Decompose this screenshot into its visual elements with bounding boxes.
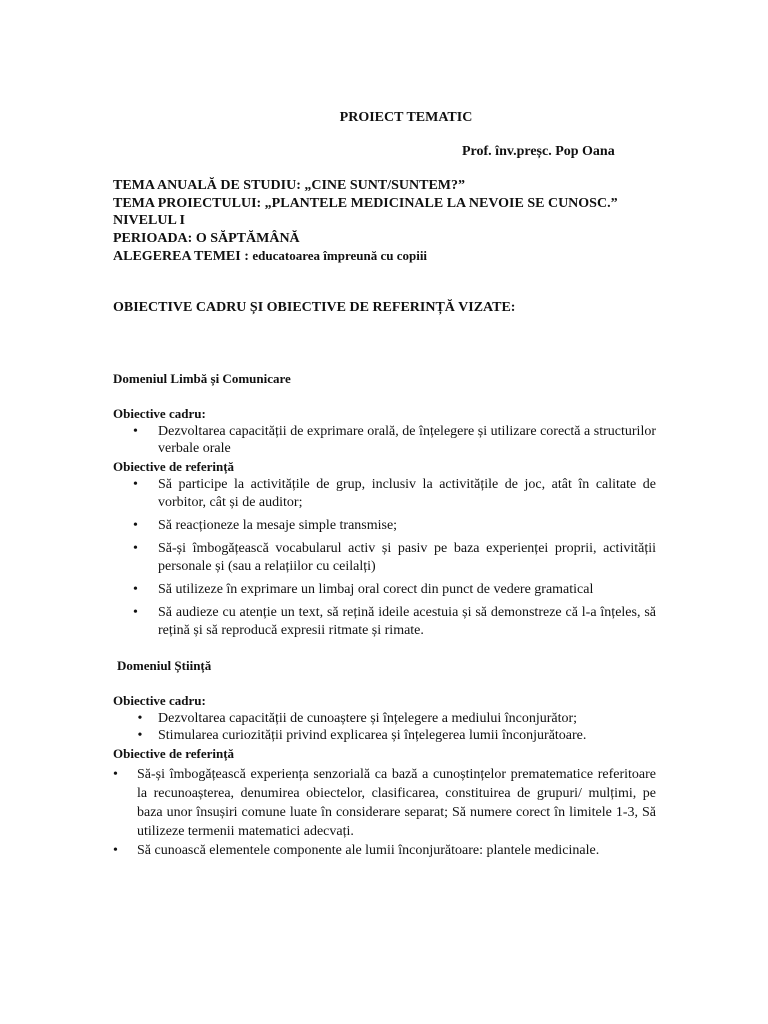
list-item: • Să audieze cu atenție un text, să rețină ideile acestuia și să demonstreze că l-a înțeles, să rețină și să reproducă expresii ritmate și rimate. [133,605,656,638]
list-item: • Dezvoltarea capacității de cunoaștere și înțelegere a mediului înconjurător; [133,710,656,727]
theme-choice [113,247,427,265]
author-line: Prof. înv.preșc. Pop Oana [462,144,615,159]
domain-limba-ref-list [133,476,656,640]
annual-theme: TEMA ANUALĂ DE STUDIU: „CINE SUNT/SUNTEM?” [113,178,465,193]
domain-stiinta-cadru-label: Obiective cadru: [113,693,206,708]
list-item: • Să cunoască elementele componente ale lumii înconjurătoare: plantele medicinale. [113,843,600,858]
bullet-icon: • [137,728,143,743]
bullet-icon: • [113,767,118,782]
domain-stiinta-cadru-list [133,710,656,744]
period: PERIOADA: O SĂPTĂMÂNĂ [113,231,300,246]
list-item: • Dezvoltarea capacității de exprimare orală, de înțelegere și utilizare corectă a structurilor verbale orale [133,424,656,456]
list-item: • Să reacționeze la mesaje simple transmise; [133,518,398,533]
document-title: PROIECT TEMATIC [339,110,473,125]
bullet-icon: • [137,711,143,726]
theme-choice-label: ALEGEREA TEMEI : [113,249,249,264]
objectives-heading: OBIECTIVE CADRU ȘI OBIECTIVE DE REFERINȚĂ VIZATE: [113,300,516,315]
bullet-icon: • [133,582,138,597]
bullet-icon: • [133,518,138,533]
domain-limba-cadru-list [133,423,656,457]
list-item: • Să utilizeze în exprimare un limbaj oral corect din punct de vedere gramatical [133,582,594,597]
bullet-icon: • [133,605,138,620]
bullet-icon: • [133,541,138,556]
domain-stiinta-title: Domeniul Știință [117,658,212,673]
list-item: • Să-și îmbogățească experiența senzorială ca bază a cunoștințelor prematematice referitoare la recunoașterea, denumirea obiectelor, clasificarea, constituirea de grupuri/ mulțimi, pe baza unor însușiri comune luate în considerare separat; Să numere corect în limitele 1-3, Să utilizeze termenii matematici adecvați. [113,767,656,839]
level: NIVELUL I [113,213,185,228]
theme-choice-value: educatoarea împreună cu copiii [252,248,428,263]
domain-stiinta-ref-label: Obiective de referință [113,746,235,761]
domain-limba-title: Domeniul Limbă și Comunicare [113,371,291,386]
domain-limba-cadru-label: Obiective cadru: [113,406,206,421]
domain-limba-ref-label: Obiective de referință [113,459,235,474]
bullet-icon: • [113,843,118,858]
domain-stiinta-ref-list [113,765,656,860]
bullet-icon: • [133,477,138,492]
list-item: • Să-și îmbogățească vocabularul activ și pasiv pe baza experienței proprii, activității personale și (sau a relațiilor cu ceilalți) [133,541,656,574]
project-theme: TEMA PROIECTULUI: „PLANTELE MEDICINALE LA NEVOIE SE CUNOSC.” [113,196,618,211]
list-item: • Să participe la activitățile de grup, inclusiv la activitățile de joc, atât în calitate de vorbitor, cât și de auditor; [133,477,656,510]
list-item: • Stimularea curiozității privind explicarea și înțelegerea lumii înconjurătoare. [133,727,656,744]
bullet-icon: • [133,424,138,439]
